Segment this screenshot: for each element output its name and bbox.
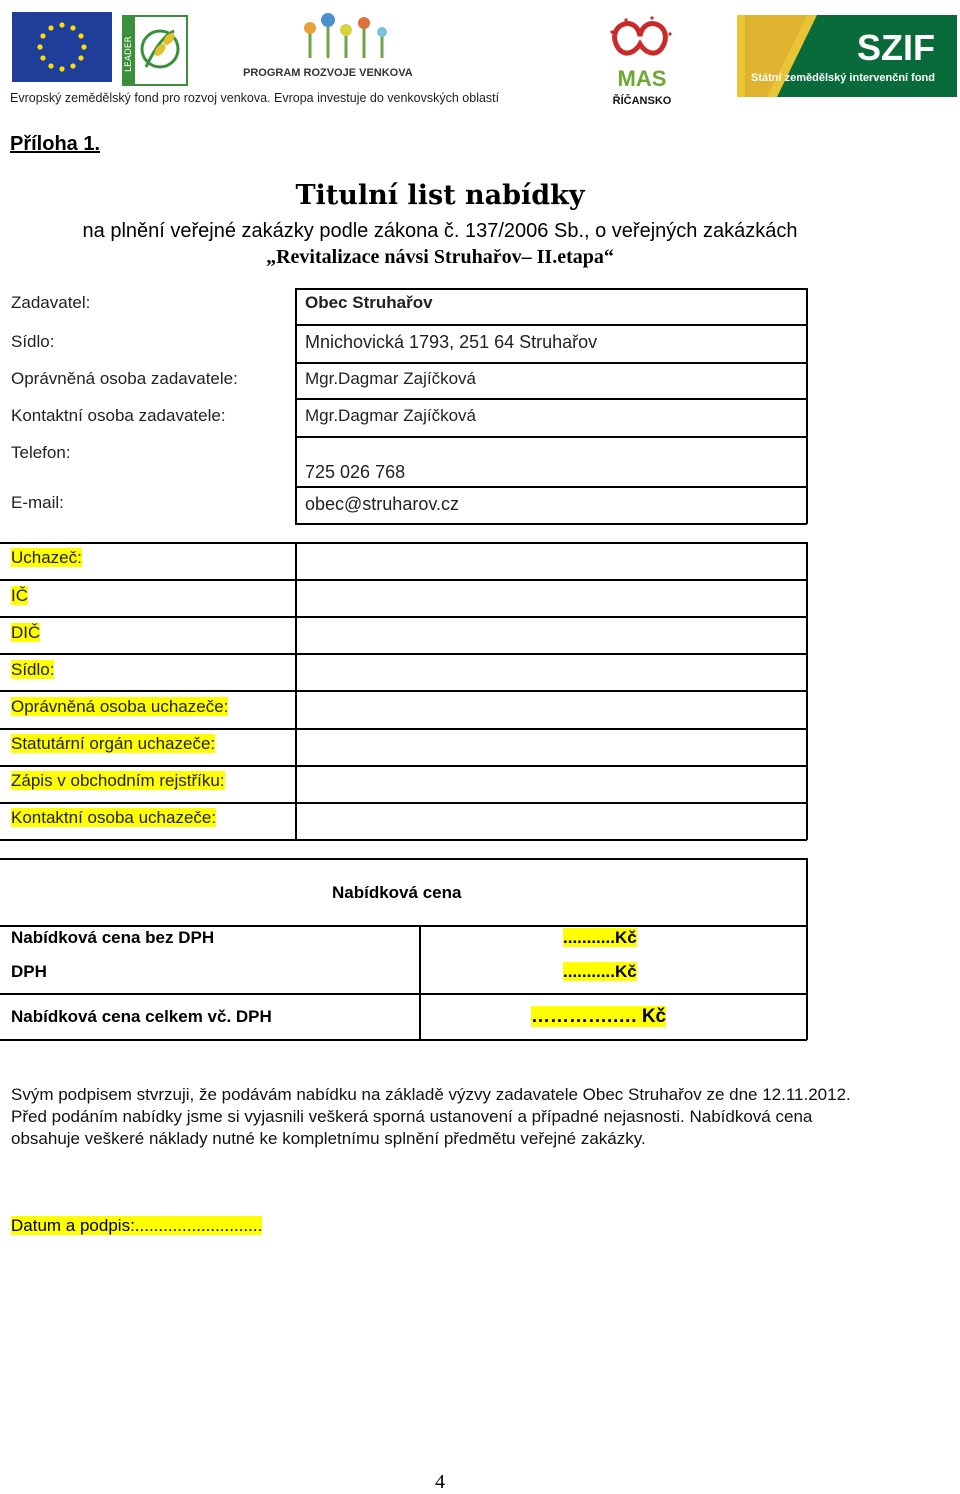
svg-text:Státní zemědělský intervenční: Státní zemědělský intervenční fond <box>751 72 935 84</box>
label-dph: DPH <box>11 962 47 981</box>
label-sidlo-uchazece: Sídlo: <box>11 660 55 679</box>
value-telefon: 725 026 768 <box>305 462 406 482</box>
input-ic[interactable] <box>297 581 805 615</box>
input-zapis-or[interactable] <box>297 767 805 801</box>
prv-logo-text: PROGRAM ROZVOJE VENKOVA <box>243 67 413 79</box>
label-kontaktni-osoba-uchazece: Kontaktní osoba uchazeče: <box>11 808 217 827</box>
page-subtitle: na plnění veřejné zakázky podle zákona č. 137/2006 Sb., o veřejných zakázkách <box>82 220 798 242</box>
signature-line[interactable]: Datum a podpis:........................... <box>11 1216 263 1235</box>
label-opravnena-osoba: Oprávněná osoba zadavatele: <box>11 369 238 388</box>
eu-flag-logo <box>12 12 112 82</box>
label-ic: IČ <box>11 586 28 605</box>
label-opravnena-osoba-uchazece: Oprávněná osoba uchazeče: <box>11 697 229 716</box>
label-zadavatel: Zadavatel: <box>11 293 91 312</box>
value-sidlo: Mnichovická 1793, 251 64 Struhařov <box>305 332 598 352</box>
value-cena-celkem[interactable]: ………….…. Kč <box>531 1006 667 1027</box>
page-number: 4 <box>435 1471 445 1493</box>
value-kontaktni-osoba: Mgr.Dagmar Zajíčková <box>305 406 476 425</box>
label-kontaktni-osoba: Kontaktní osoba zadavatele: <box>11 406 226 425</box>
szif-logo <box>737 15 957 97</box>
input-kontaktni-osoba-uchazece[interactable] <box>297 804 805 838</box>
project-name: „Revitalizace návsi Struhařov– II.etapa“ <box>266 246 614 268</box>
label-uchazec: Uchazeč: <box>11 548 82 567</box>
svg-text:SZIF: SZIF <box>857 27 935 68</box>
label-sidlo: Sídlo: <box>11 332 55 351</box>
input-dic[interactable] <box>297 618 805 652</box>
input-sidlo-uchazece[interactable] <box>297 655 805 689</box>
value-dph[interactable]: ...........Kč <box>563 962 637 981</box>
label-telefon: Telefon: <box>11 443 71 462</box>
value-opravnena-osoba: Mgr.Dagmar Zajíčková <box>305 369 476 388</box>
input-statutarni-organ[interactable] <box>297 730 805 764</box>
page-title: Titulní list nabídky <box>295 180 585 211</box>
declaration-text: Svým podpisem stvrzuji, že podávám nabídku na základě výzvy zadavatele Obec Struhařov ze dne 12.11.2012. Před podáním nabídky jsme si vyjasnili veškerá sporná ustanovení a případné nejasnosti. Nabídková cena obsahuje veškeré náklady nutné ke kompletnímu splnění předmětu veřejné zakázky. <box>11 1085 851 1148</box>
value-zadavatel: Obec Struhařov <box>305 293 433 312</box>
svg-text:LEADER: LEADER <box>124 36 134 72</box>
mas-ricansko-logo <box>606 14 678 108</box>
label-cena-celkem: Nabídková cena celkem vč. DPH <box>11 1007 272 1026</box>
header-note: Evropský zemědělský fond pro rozvoj venkova. Evropa investuje do venkovských oblastí <box>10 91 500 105</box>
leader-logo <box>122 15 188 86</box>
label-cena-bez-dph: Nabídková cena bez DPH <box>11 928 215 947</box>
price-heading: Nabídková cena <box>332 883 462 902</box>
label-email: E-mail: <box>11 493 64 512</box>
annex-label: Příloha 1. <box>10 133 101 155</box>
value-email: obec@struharov.cz <box>305 494 460 514</box>
input-opravnena-osoba-uchazece[interactable] <box>297 692 805 727</box>
svg-text:ŘÍČANSKO: ŘÍČANSKO <box>612 95 672 107</box>
label-dic: DIČ <box>11 623 41 642</box>
value-cena-bez-dph[interactable]: ...........Kč <box>563 928 637 947</box>
input-uchazec[interactable] <box>297 544 805 578</box>
label-statutarni-organ: Statutární orgán uchazeče: <box>11 734 216 753</box>
svg-text:MAS: MAS <box>617 66 667 91</box>
prv-logo <box>240 10 420 82</box>
label-zapis-or: Zápis v obchodním rejstříku: <box>11 771 225 790</box>
